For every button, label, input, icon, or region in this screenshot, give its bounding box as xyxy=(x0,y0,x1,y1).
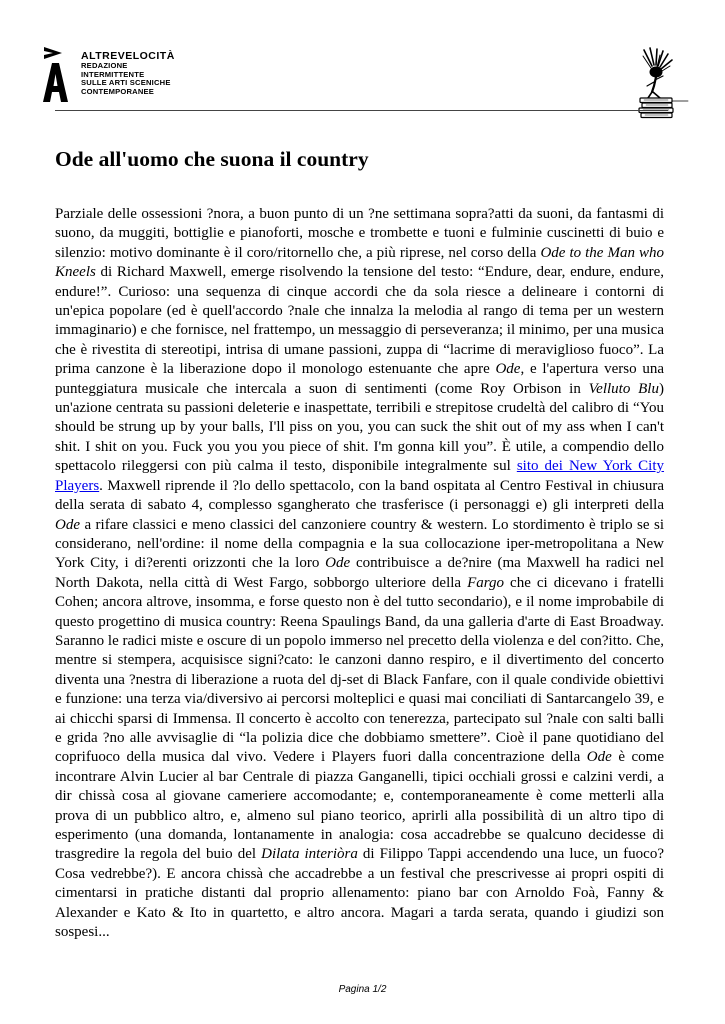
body-text: è come incontrare Alvin Lucier al bar Centrale di piazza Ganganelli, tipici occhiali grossi e calzini verdi, a dir chissà cosa al giovane cameriere accomodante; e, contemporaneamente è come metterli alla prova di un pubblico altro, e, almeno sul piano teorico, aprirli alla possibilità di un altro tipo di esperimento (una domanda, lontanamente in analogia: cosa accadrebbe se qualcuno decidesse di trasgredire la regola del buio del xyxy=(55,749,665,863)
body-text: a rifare classici e meno classici del canzoniere country & western. Lo stordimento è triplo se si considerano, nell'ordine: il nome della compagnia e la sua collocazione iper-metropolitana a New York City, i di?erenti orizzonti che la loro xyxy=(55,516,664,572)
logo-brand: ALTREVELOCITÀ xyxy=(81,50,175,62)
body-text: , e l'apertura verso una punteggiatura musicale che intercala a suon di sentimenti (come Roy Orbison in xyxy=(55,361,664,397)
body-italic: Ode xyxy=(325,555,351,572)
logo-text xyxy=(81,50,175,96)
body-text: Parziale delle ossessioni ?nora, a buon punto di un ?ne settimana sopra?atti da suoni, da fantasmi di suono, da muggiti, bottiglie e pianoforti, mosche e trombette e tuoni e fulminie cuscinetti di buio e silenzio: motivo dominante è il coro/ritornello che, a più riprese, nel corso della xyxy=(55,206,664,261)
altrevelocita-logo-icon xyxy=(40,44,70,104)
body-italic: Dilata interiòra xyxy=(261,846,358,863)
logo-subtitle-line: SULLE ARTI SCENICHE xyxy=(81,78,171,88)
article-body xyxy=(55,205,664,942)
body-text: . Maxwell riprende il ?lo dello spettacolo, con la band ospitata al Centro Festival in chiusura della serata di sabato 4, complesso sgangherato che trasferisce (i personaggi e) gli interpreti della xyxy=(55,477,664,514)
logo-subtitle-line: INTERMITTENTE xyxy=(81,69,145,79)
body-italic: Ode xyxy=(586,749,612,766)
header-divider xyxy=(55,110,668,111)
body-italic: Fargo xyxy=(467,574,505,591)
body-text: che ci dicevano i fratelli Cohen; ancora altrove, insomma, e forse questo non è del tutto secondario), e il nome improbabile di questo progettino di musica country: Reena Spaulings Band, da una galleria d'arte di East Broadway. Saranno le radici miste e oscure di un popolo immerso nel precetto della violenza e del con?itto. Che, mentre si stempera, acquisisce signi?cato: le canzoni danno respiro, e il divertimento del concerto diventa una ?nestra di liberazione a ruota del dj-set di Black Fanfare, con il quale condivide obiettivi e funzione: una terza via/diversivo ai percorsi molteplici e quasi mai conciliati di Santarcangelo 39, e ai chicchi sparsi di Immensa. Il concerto è accolto con tenerezza, partecipato sul ?nale con salti balli e grida ?no alle avvisaglie di “la polizia dice che dobbiamo smettere”. Cioè il pane quotidiano del coprifuoco della musica dal vivo. Vedere i Players fuori dalla concentrazione della xyxy=(55,574,664,766)
body-italic: Ode xyxy=(55,516,80,533)
body-text: ) un'azione centrata su passioni deleterie e inaspettate, terribili e strepitose crudeltà del calibro di “You should be strung up by your balls, I'll piss on you, you can suck the shit out of my ass when I can't shit. I shit on you. Fuck you you you piece of shit. I'm gonna kill you”. È utile, a compendio dello spettacolo rileggersi con più calma il testo, disponibile integralmente sul xyxy=(55,380,664,475)
page-number: Pagina 1/2 xyxy=(338,984,387,995)
body-italic: Ode to the Man who Kneels xyxy=(55,244,664,281)
article-title: Ode all'uomo che suona il country xyxy=(55,147,369,171)
logo-subtitle-line: CONTEMPORANEE xyxy=(81,86,155,96)
body-italic: Velluto Blu xyxy=(588,380,659,397)
body-text: contribuisce a de?nire (ma Maxwell ha radici nel North Dakota, nella città di West Fargo, sobborgo ulteriore della xyxy=(55,555,665,591)
body-text: di Filippo Tappi accendendo una luce, un fuoco? Cosa vedrebbe?). E ancora chissà che accadrebbe a un festival che prescrivesse ai propri ospiti di cimentarsi in pratiche distanti dal proprio allenamento: piano bar con Arnoldo Foà, Fanny & Alexander e Kato & Ito in quartetto, e altro ancora. Magari a tarda serata, quando i giudizi son sospesi... xyxy=(55,846,664,941)
new-york-city-players-link[interactable]: sito dei New York City Players xyxy=(55,458,665,494)
body-italic: Ode xyxy=(495,361,521,378)
logo-subtitle-line: REDAZIONE xyxy=(81,61,128,70)
header-logo xyxy=(40,44,200,104)
body-text: di Richard Maxwell, emerge risolvendo la tensione del testo: “Endure, dear, endure, endure, endure!”. Curioso: una sequenza di cinque accordi che da sola riesce a delineare i contorni di un'epica popolare (ed è quell'accordo ?nale che innalza la melodia al rango di tema per un western immaginario) e che fornisce, nel frattempo, un messaggio di perseveranza; il minimo, per una musica che è rivestita di stereotipi, intrisa di umane passioni, zuppa di “lacrime di meraviglioso fuoco”. La prima canzone è la liberazione dopo il monologo estenuante che apre xyxy=(55,264,664,378)
